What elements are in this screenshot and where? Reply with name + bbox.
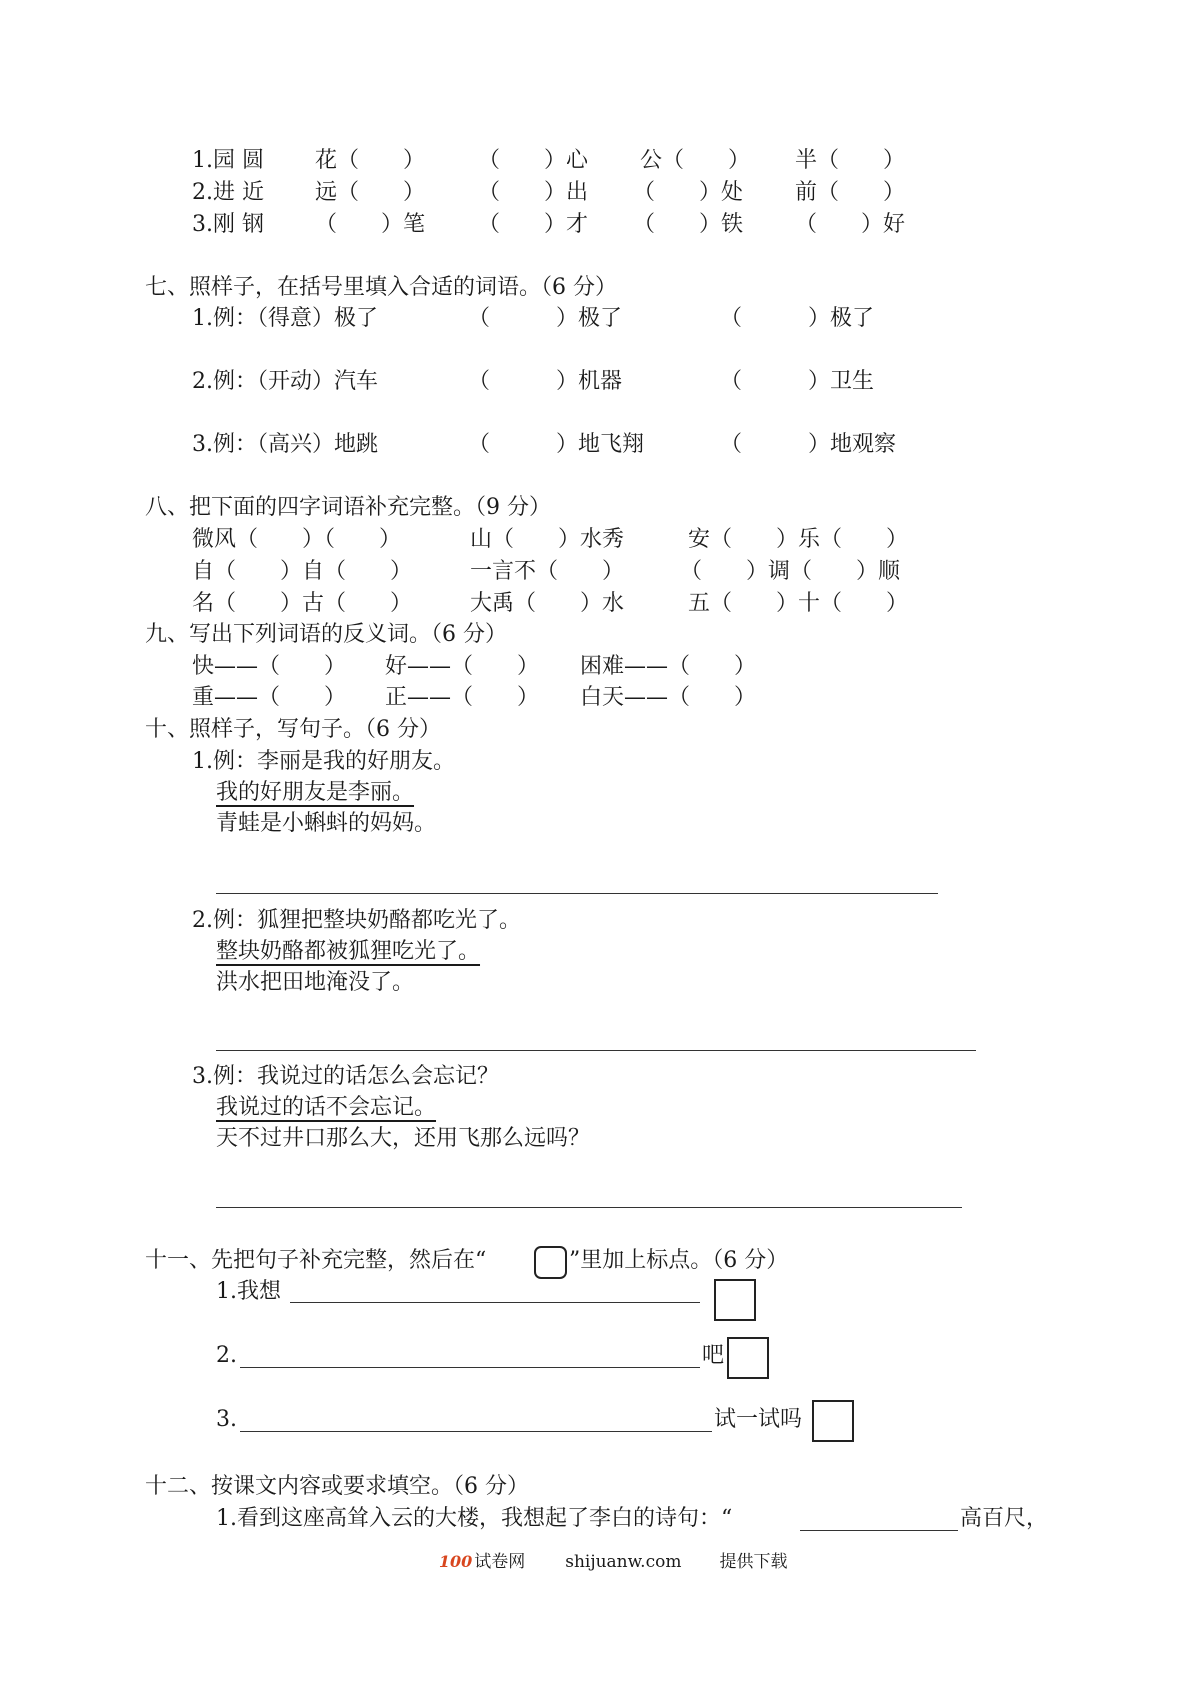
s8-r3-c2: 五（ ）十（ ） xyxy=(688,591,909,616)
s8-r2-c0: 自（ ）自（ ） xyxy=(192,559,413,584)
s9-r1-c2: 困难——（ ） xyxy=(580,654,757,679)
s10-item2-answer-line[interactable] xyxy=(216,1050,976,1051)
s6-r2-c3: （ ）处 xyxy=(633,180,744,205)
s7-r1-c2: （ ）极了 xyxy=(720,306,875,331)
s10-item1-example: 1.例：李丽是我的好朋友。 xyxy=(192,749,455,774)
s6-r3-c0: 3.刚 钢 xyxy=(192,212,264,237)
s11-item1-prefix: 1.我想 xyxy=(216,1279,281,1304)
s11-item2-prefix: 2. xyxy=(216,1343,237,1368)
s11-item2-suffix: 吧 xyxy=(702,1343,725,1368)
s11-item2-fill-line[interactable] xyxy=(240,1367,700,1368)
s10-item3-answer-line[interactable] xyxy=(216,1207,962,1208)
s7-r1-c1: （ ）极了 xyxy=(468,306,623,331)
s6-r2-c0: 2.进 近 xyxy=(192,180,264,205)
s10-item1-answer: 我的好朋友是李丽。 xyxy=(216,780,415,805)
s12-item1-pre: 1.看到这座高耸入云的大楼，我想起了李白的诗句：“ xyxy=(216,1506,733,1531)
s6-r1-c0: 1.园 圆 xyxy=(192,148,264,173)
s9-r2-c1: 正——（ ） xyxy=(385,685,540,710)
section10-title: 十、照样子，写句子。（6 分） xyxy=(145,717,441,742)
s7-r3-c2: （ ）地观察 xyxy=(720,432,897,457)
s6-r1-c3: 公（ ） xyxy=(640,148,751,173)
s6-r2-c4: 前（ ） xyxy=(795,180,906,205)
s10-item2-answer: 整块奶酪都被狐狸吃光了。 xyxy=(216,939,481,964)
footer-site-name: 试卷网 xyxy=(474,1552,526,1572)
s10-item1-question: 青蛙是小蝌蚪的妈妈。 xyxy=(216,811,437,836)
s7-r2-c0: 2.例：（开动）汽车 xyxy=(192,369,378,394)
section12-title: 十二、按课文内容或要求填空。（6 分） xyxy=(145,1474,529,1499)
s8-r1-c1: 山（ ）水秀 xyxy=(470,527,625,552)
s11-item3-suffix: 试一试吗 xyxy=(714,1407,803,1432)
s6-r3-c2: （ ）才 xyxy=(478,212,589,237)
s12-item1-fill-line[interactable] xyxy=(800,1530,958,1531)
s6-r3-c4: （ ）好 xyxy=(795,212,906,237)
s8-r3-c0: 名（ ）古（ ） xyxy=(192,591,413,616)
s10-item2-question: 洪水把田地淹没了。 xyxy=(216,970,415,995)
s9-r1-c1: 好——（ ） xyxy=(385,654,540,679)
s11-item1-fill-line[interactable] xyxy=(290,1302,700,1303)
s6-r2-c1: 远（ ） xyxy=(315,180,426,205)
s7-r3-c0: 3.例：（高兴）地跳 xyxy=(192,432,378,457)
s12-item1-post: 高百尺， xyxy=(960,1506,1049,1531)
s8-r3-c1: 大禹（ ）水 xyxy=(470,591,625,616)
section11-title-pre: 十一、先把句子补充完整，然后在“ xyxy=(145,1248,487,1273)
s8-r1-c2: 安（ ）乐（ ） xyxy=(688,527,909,552)
s6-r3-c3: （ ）铁 xyxy=(633,212,744,237)
s11-item3-punctuation-box[interactable] xyxy=(812,1400,854,1442)
s7-r2-c2: （ ）卫生 xyxy=(720,369,875,394)
s11-item3-prefix: 3. xyxy=(216,1407,237,1432)
s7-r1-c0: 1.例：（得意）极了 xyxy=(192,306,378,331)
s6-r1-c1: 花（ ） xyxy=(315,148,426,173)
section9-title: 九、写出下列词语的反义词。（6 分） xyxy=(145,622,507,647)
s7-r3-c1: （ ）地飞翔 xyxy=(468,432,645,457)
footer-domain[interactable]: shijuanw.com xyxy=(565,1552,682,1572)
s10-item3-question: 天不过井口那么大，还用飞那么远吗？ xyxy=(216,1126,591,1151)
s11-item1-punctuation-box[interactable] xyxy=(714,1279,756,1321)
footer-note: 提供下载 xyxy=(719,1552,788,1572)
s8-r2-c1: 一言不（ ） xyxy=(470,559,625,584)
s6-r3-c1: （ ）笔 xyxy=(315,212,426,237)
s8-r1-c0: 微风（ ）（ ） xyxy=(192,527,402,552)
site-logo: 100 xyxy=(438,1552,473,1571)
footer xyxy=(428,1537,787,1571)
s9-r2-c2: 白天——（ ） xyxy=(580,685,757,710)
s6-r1-c4: 半（ ） xyxy=(795,148,906,173)
s10-item3-answer: 我说过的话不会忘记。 xyxy=(216,1095,437,1120)
s10-item1-answer-line[interactable] xyxy=(216,893,938,894)
s11-item2-punctuation-box[interactable] xyxy=(727,1337,769,1379)
s7-r2-c1: （ ）机器 xyxy=(468,369,623,394)
s6-r1-c2: （ ）心 xyxy=(478,148,589,173)
s10-item2-example: 2.例：狐狸把整块奶酪都吃光了。 xyxy=(192,908,521,933)
s10-item3-example: 3.例：我说过的话怎么会忘记？ xyxy=(192,1064,499,1089)
s9-r1-c0: 快——（ ） xyxy=(192,654,347,679)
s9-r2-c0: 重——（ ） xyxy=(192,685,347,710)
section7-title: 七、照样子，在括号里填入合适的词语。（6 分） xyxy=(145,275,617,300)
punctuation-box-sample xyxy=(534,1246,567,1279)
s8-r2-c2: （ ）调（ ）顺 xyxy=(680,559,901,584)
s6-r2-c2: （ ）出 xyxy=(478,180,589,205)
section11-title-post: ”里加上标点。（6 分） xyxy=(569,1248,789,1273)
s11-item3-fill-line[interactable] xyxy=(240,1431,712,1432)
section8-title: 八、把下面的四字词语补充完整。（9 分） xyxy=(145,495,551,520)
